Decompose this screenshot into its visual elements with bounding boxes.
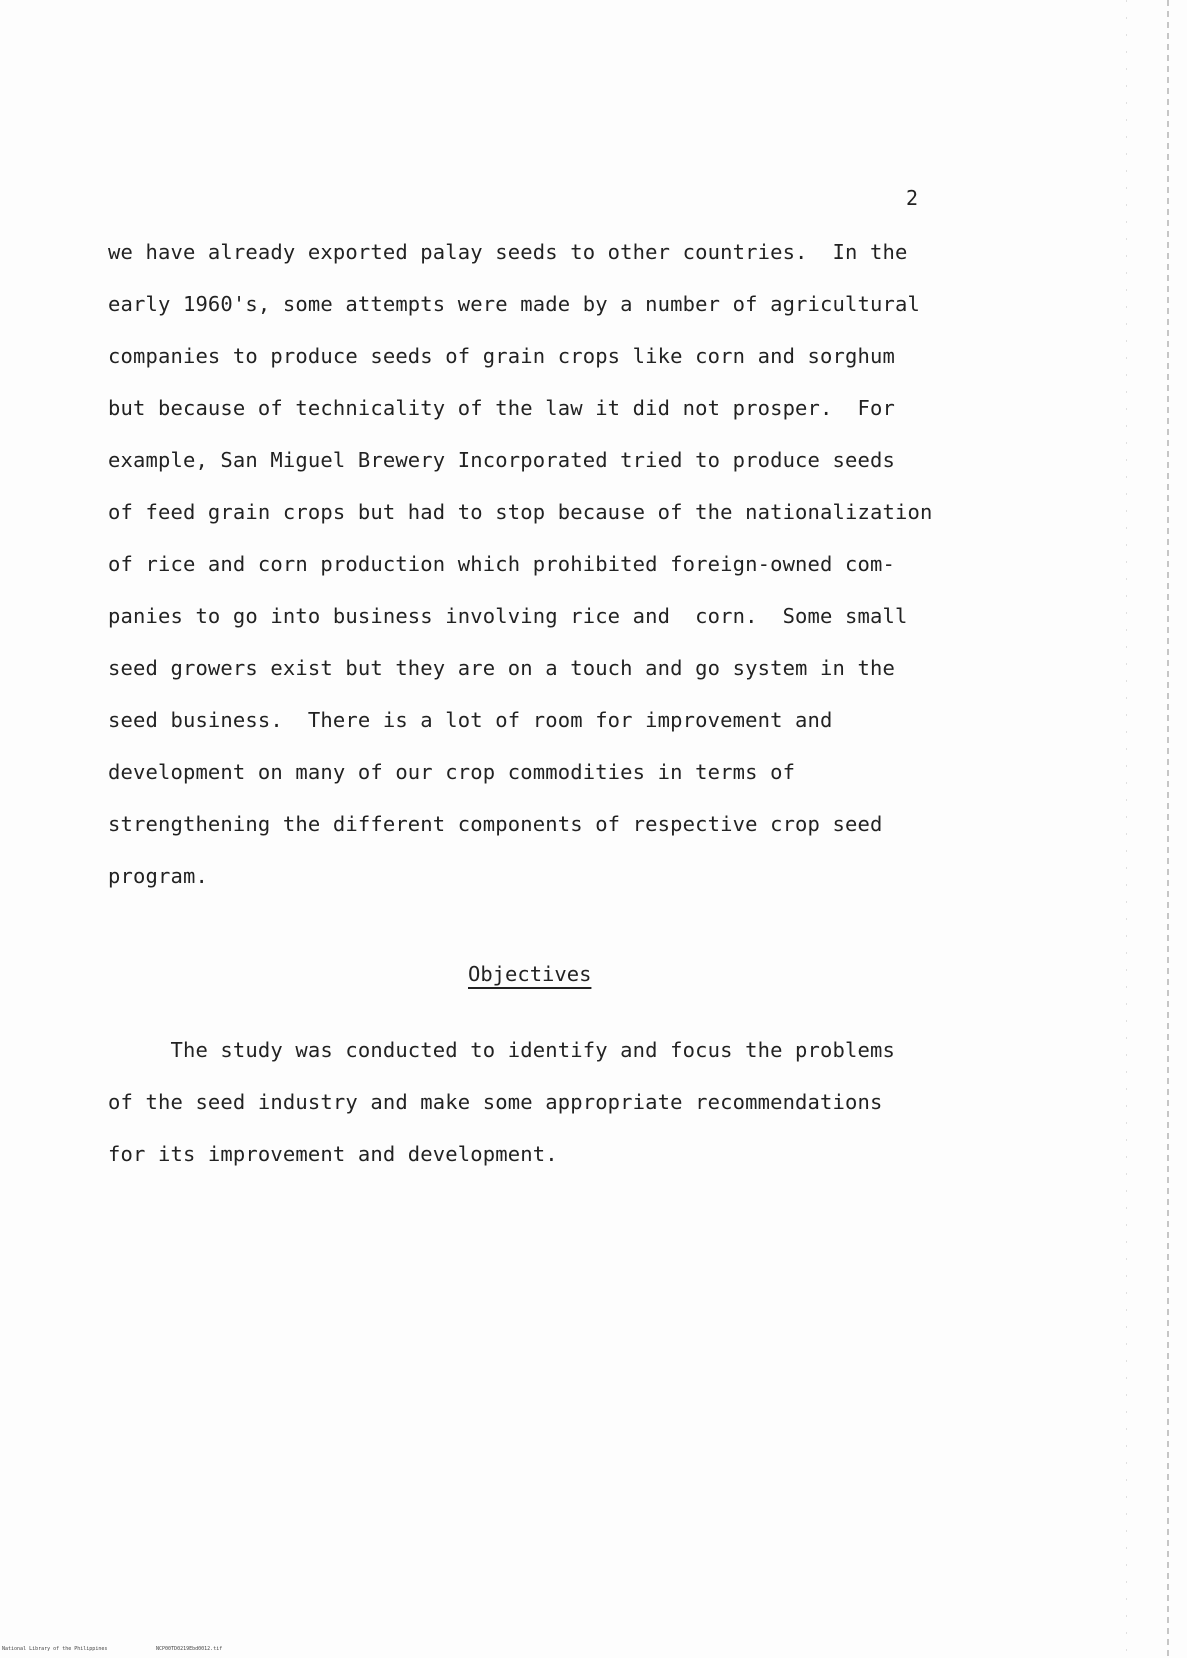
paragraph-line: seed growers exist but they are on a touch and go system in the	[108, 656, 895, 680]
paragraph-line: we have already exported palay seeds to other countries. In the	[108, 240, 908, 264]
paragraph-line: companies to produce seeds of grain crops like corn and sorghum	[108, 344, 895, 368]
paragraph-line: for its improvement and development.	[108, 1142, 558, 1166]
scan-edge-artifact	[1167, 0, 1169, 1658]
paragraph-line: but because of technicality of the law it did not prosper. For	[108, 396, 895, 420]
paragraph-line: The study was conducted to identify and focus the problems	[108, 1038, 895, 1062]
paragraph-line: early 1960's, some attempts were made by a number of agricultural	[108, 292, 920, 316]
paragraph-line: seed business. There is a lot of room for improvement and	[108, 708, 833, 732]
paragraph-line: strengthening the different components of respective crop seed	[108, 812, 883, 836]
section-heading: Objectives	[468, 962, 592, 986]
paragraph-line: panies to go into business involving rice and corn. Some small	[108, 604, 908, 628]
page-number: 2	[906, 186, 919, 210]
scan-edge-artifact	[1126, 0, 1127, 1658]
footer-source: National Library of the Philippines	[2, 1646, 108, 1652]
paragraph-line: example, San Miguel Brewery Incorporated tried to produce seeds	[108, 448, 895, 472]
footer-filename: NCP00TD0219Ebd0012.tif	[156, 1646, 223, 1652]
paragraph-line: program.	[108, 864, 208, 888]
paragraph-line: of rice and corn production which prohibited foreign-owned com-	[108, 552, 895, 576]
paragraph-line: development on many of our crop commodities in terms of	[108, 760, 796, 784]
paragraph-line: of feed grain crops but had to stop because of the nationalization	[108, 500, 933, 524]
paragraph-line: of the seed industry and make some appropriate recommendations	[108, 1090, 883, 1114]
